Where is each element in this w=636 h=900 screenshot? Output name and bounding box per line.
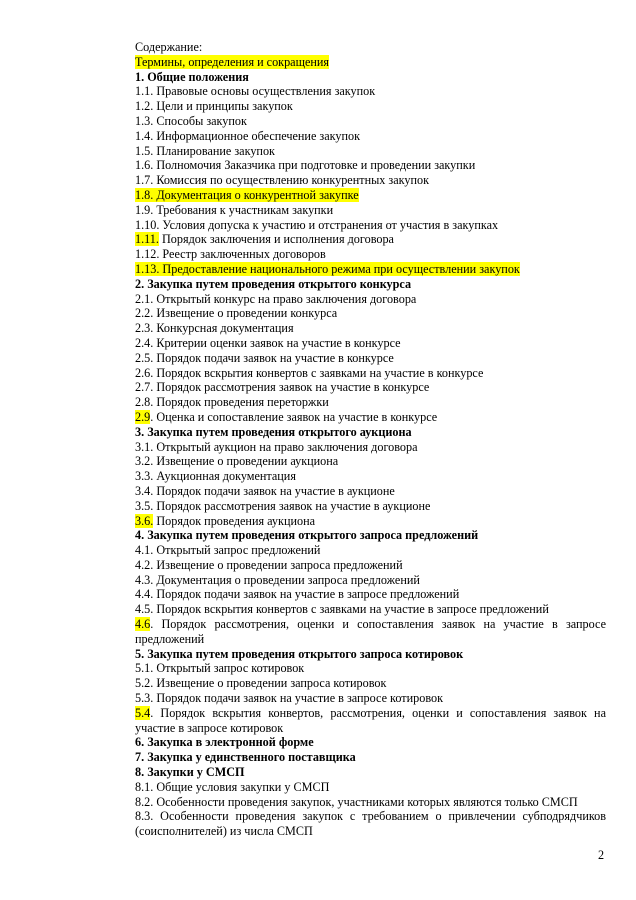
toc-item: 8.3. Особенности проведения закупок с требованием о привлечении субподрядчиков (соисполнителей) из числа СМСП (135, 809, 606, 839)
section-8-title: 8. Закупки у СМСП (135, 765, 245, 780)
toc-terms-highlighted: Термины, определения и сокращения (135, 54, 330, 69)
toc-item: 1.5. Планирование закупок (135, 143, 275, 158)
toc-item: 1.4. Информационное обеспечение закупок (135, 128, 360, 143)
toc-item-text: Порядок заключения и исполнения договора (158, 232, 394, 247)
toc-item: 1.6. Полномочия Заказчика при подготовке и проведении закупки (135, 158, 476, 173)
section-1-title: 1. Общие положения (135, 69, 249, 84)
section-5-title: 5. Закупка путем проведения открытого запроса котировок (135, 646, 464, 661)
toc-item: 2.1. Открытый конкурс на право заключения договора (135, 291, 417, 306)
toc-item: 5.2. Извещение о проведении запроса котировок (135, 676, 387, 691)
toc-item: 4.4. Порядок подачи заявок на участие в запросе предложений (135, 587, 460, 602)
toc-item: 3.5. Порядок рассмотрения заявок на участие в аукционе (135, 498, 431, 513)
toc-item: 2.2. Извещение о проведении конкурса (135, 306, 338, 321)
toc-item-number-highlighted: 5.4 (135, 705, 151, 720)
toc-item (135, 232, 606, 247)
toc-item: 8.2. Особенности проведения закупок, участниками которых являются только СМСП (135, 794, 578, 809)
toc-item-number-highlighted: 2.9 (135, 409, 151, 424)
section-7-title: 7. Закупка у единственного поставщика (135, 750, 356, 765)
toc-item: 1.10. Условия допуска к участию и отстранения от участия в закупках (135, 217, 499, 232)
toc-item: 3.4. Порядок подачи заявок на участие в аукционе (135, 483, 395, 498)
toc-item (135, 706, 606, 736)
toc-item: 1.2. Цели и принципы закупок (135, 99, 293, 114)
toc-item (135, 410, 606, 425)
toc-item: 3.2. Извещение о проведении аукциона (135, 454, 339, 469)
toc-item: 2.6. Порядок вскрытия конвертов с заявками на участие в конкурсе (135, 365, 484, 380)
toc-item: 1.12. Реестр заключенных договоров (135, 247, 326, 262)
toc-item-text: . Порядок рассмотрения, оценки и сопоставления заявок на участие в запросе предложений (135, 617, 606, 646)
toc-item: 2.8. Порядок проведения переторжки (135, 395, 329, 410)
toc-item: 4.1. Открытый запрос предложений (135, 543, 321, 558)
section-2-title: 2. Закупка путем проведения открытого конкурса (135, 276, 412, 291)
section-3-title: 3. Закупка путем проведения открытого аукциона (135, 424, 412, 439)
toc-item: 1.1. Правовые основы осуществления закупок (135, 84, 376, 99)
toc-item-text: Порядок проведения аукциона (153, 513, 316, 528)
section-6-title: 6. Закупка в электронной форме (135, 735, 314, 750)
toc-item: 3.1. Открытый аукцион на право заключения договора (135, 439, 418, 454)
toc-item: 2.4. Критерии оценки заявок на участие в конкурсе (135, 335, 401, 350)
toc-item: 2.3. Конкурсная документация (135, 321, 294, 336)
toc-item (135, 617, 606, 647)
toc-item: 5.3. Порядок подачи заявок на участие в запросе котировок (135, 691, 444, 706)
toc-item-text: . Порядок вскрытия конвертов, рассмотрения, оценки и сопоставления заявок на участие в запросе котировок (135, 705, 606, 735)
toc-item-number-highlighted: 3.6. (135, 513, 154, 528)
toc-item: 4.2. Извещение о проведении запроса предложений (135, 557, 403, 572)
toc-item (135, 514, 606, 529)
toc-item: 8.1. Общие условия закупки у СМСП (135, 779, 330, 794)
toc-item: 1.7. Комиссия по осуществлению конкурентных закупок (135, 173, 430, 188)
toc-item-text: . Оценка и сопоставление заявок на участие в конкурсе (150, 409, 438, 424)
toc-item: 1.3. Способы закупок (135, 113, 247, 128)
toc-item: 2.5. Порядок подачи заявок на участие в конкурсе (135, 350, 394, 365)
toc-item: 2.7. Порядок рассмотрения заявок на участие в конкурсе (135, 380, 430, 395)
toc-item-number-highlighted: 1.11. (135, 232, 159, 247)
toc-item-highlighted: 1.13. Предоставление национального режима при осуществлении закупок (135, 261, 520, 276)
toc-heading: Содержание: (135, 40, 203, 54)
section-4-title: 4. Закупка путем проведения открытого запроса предложений (135, 528, 479, 543)
toc-item: 1.9. Требования к участникам закупки (135, 202, 334, 217)
toc-item: 4.5. Порядок вскрытия конвертов с заявками на участие в запросе предложений (135, 602, 549, 617)
page-number: 2 (598, 848, 605, 862)
toc-item: 3.3. Аукционная документация (135, 469, 296, 484)
toc-item-highlighted: 1.8. Документация о конкурентной закупке (135, 187, 359, 202)
toc-item: 4.3. Документация о проведении запроса предложений (135, 572, 420, 587)
table-of-contents (135, 40, 606, 839)
toc-item-number-highlighted: 4.6 (135, 617, 151, 632)
toc-item: 5.1. Открытый запрос котировок (135, 661, 305, 676)
